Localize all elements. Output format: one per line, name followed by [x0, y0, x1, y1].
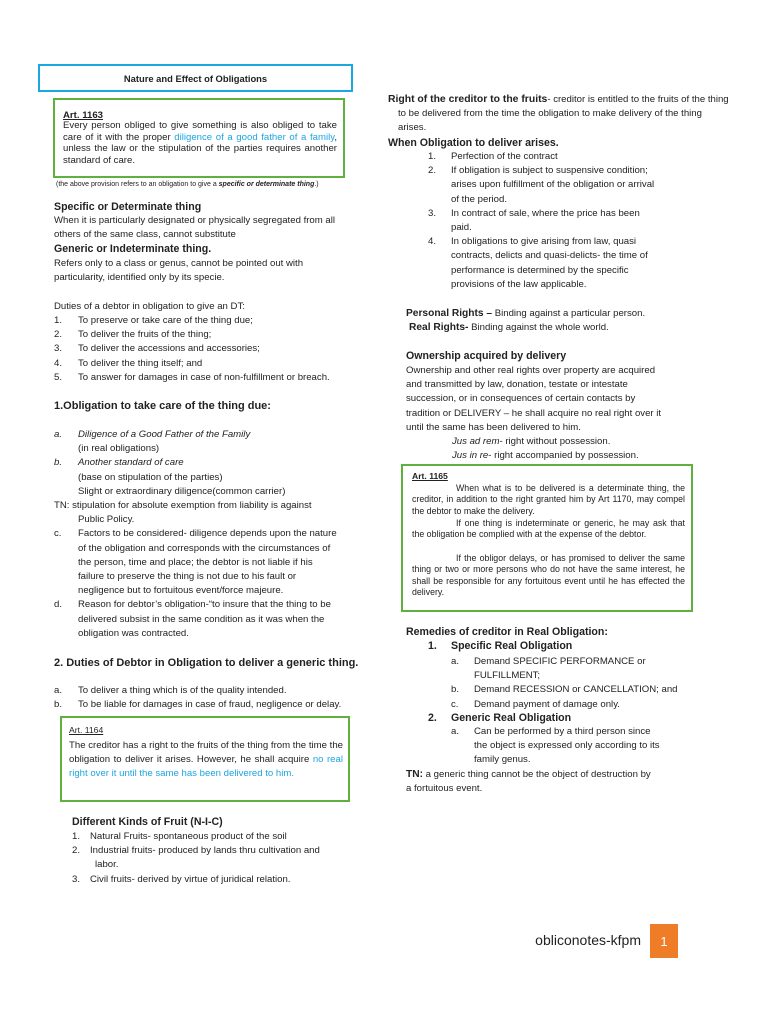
duties-intro: Duties of a debtor in obligation to give an DT:	[54, 301, 245, 312]
list-num: b.	[451, 684, 460, 696]
specific-real-obligation	[428, 639, 572, 653]
when-arises-list	[428, 150, 654, 292]
list-item	[54, 342, 330, 356]
art-1163-text-b: , unless the law or the stipulation of the parties requires another standard of care.	[63, 131, 337, 166]
when-arises-heading: When Obligation to deliver arises.	[388, 137, 559, 149]
footer-text: obliconotes-kfpm	[535, 932, 641, 948]
list-item	[54, 371, 330, 385]
jus-in-re: Jus in re	[452, 450, 489, 462]
item-b-sub2: Slight or extraordinary diligence(common carrier)	[78, 485, 286, 497]
provision-note	[56, 180, 319, 190]
list-text: To deliver the fruits of the thing;	[78, 329, 212, 341]
art-1164-highlight: no real right over it until the same has been delivered to him.	[69, 754, 343, 780]
list-text-cont: labor.	[95, 859, 119, 871]
real-rights	[409, 321, 609, 335]
item-b-sub1: (base on stipulation of the parties)	[78, 471, 223, 483]
list-item	[54, 328, 330, 342]
section-num: 2.	[428, 712, 437, 724]
list-text: FULFILLMENT;	[474, 670, 541, 682]
fruits-heading: Different Kinds of Fruit (N-I-C)	[72, 816, 223, 828]
list-num: 2.	[72, 845, 81, 857]
note-a: (the above provision refers to an obligation to give a	[56, 181, 219, 188]
obligation-1-heading: 1.Obligation to take care of the thing due:	[54, 400, 271, 412]
list-item	[54, 698, 341, 712]
list-num: 4.	[428, 236, 437, 248]
right-fruits-text: to be delivered from the time the obligation to make delivery of the thing	[398, 108, 702, 120]
right-to-fruits	[388, 93, 758, 136]
list-text: If obligation is subject to suspensive condition;	[451, 165, 648, 177]
list-text: Demand SPECIFIC PERFORMANCE or	[474, 656, 646, 667]
duties-list	[54, 314, 330, 385]
section-heading: Generic Real Obligation	[451, 712, 572, 724]
list-text: In obligations to give arising from law, quasi	[451, 236, 637, 248]
list-text: Industrial fruits- produced by lands thru cultivation and	[90, 845, 320, 857]
ownership-line: Ownership and other real rights over property are acquired	[406, 365, 656, 376]
list-num: 1.	[54, 315, 63, 326]
item-b-title: Another standard of care	[78, 457, 184, 469]
list-text: of the period.	[451, 193, 508, 205]
tn-label: TN:	[406, 769, 423, 780]
list-item	[54, 684, 341, 698]
art-1164-text	[69, 739, 343, 782]
list-num: c.	[451, 698, 459, 710]
list-item	[72, 844, 320, 858]
list-text: contracts, delicts and quasi-delicts- the time of	[451, 250, 648, 262]
right-fruits-text: arises.	[398, 122, 427, 134]
item-c-label: c.	[54, 528, 62, 540]
obligation-2-heading: 2. Duties of Debtor in Obligation to deliver a generic thing.	[54, 657, 359, 669]
real-rights-text: Binding against the whole world.	[468, 322, 609, 333]
item-d-line: delivered subsist in the same condition as it was when the	[78, 613, 325, 625]
list-text: Civil fruits- derived by virtue of juridical relation.	[90, 873, 291, 885]
item-c-line: negligence but to fortuitous event/force majeure.	[78, 585, 284, 597]
list-item	[54, 357, 330, 371]
list-text: Perfection of the contract	[451, 151, 558, 162]
tn-line-b: Public Policy.	[78, 514, 135, 526]
ownership-line: and transmitted by law, donation, testate or intestate	[406, 379, 628, 391]
art-1163-text-a: Every person obliged to give something is also obliged to take care of it with the proper	[63, 120, 337, 143]
list-text: family genus.	[474, 754, 531, 766]
item-c-line: the person, time and place; the debtor is not liable if his	[78, 556, 313, 568]
jus-ad-rem-text: - right without possession.	[499, 436, 611, 448]
ownership-line: tradition or DELIVERY – he shall acquire no real right over it	[406, 407, 662, 419]
list-text: To preserve or take care of the thing due;	[78, 315, 253, 326]
list-text: To deliver a thing which is of the quality intended.	[78, 685, 287, 696]
list-text: provisions of the law applicable.	[451, 278, 587, 290]
obligation-1-body	[54, 428, 337, 641]
remedies-tn	[406, 768, 651, 796]
item-a-label: a.	[54, 429, 63, 440]
page-number: 1	[650, 924, 678, 958]
list-num: 3.	[428, 207, 437, 219]
list-num: 4.	[54, 357, 63, 369]
item-d-line: obligation was contracted.	[78, 627, 189, 639]
specific-heading: Specific or Determinate thing	[54, 201, 202, 213]
generic-heading: Generic or Indeterminate thing.	[54, 243, 212, 255]
ownership-heading: Ownership acquired by delivery	[406, 350, 567, 362]
art-1165-p3: If the obligor delays, or has promised to deliver the same thing or two or more persons who do not have the same interest, he shall be responsible for any fortuitous event until he has effected the delivery.	[412, 553, 685, 598]
ownership-line: succession, or in consequences of certain contacts by	[406, 393, 636, 405]
fruits-list	[72, 830, 320, 887]
art-1163-heading: Art. 1163	[63, 110, 104, 121]
note-c: .)	[314, 181, 319, 188]
tn-text: a fortuitous event.	[406, 783, 483, 795]
section-heading: Specific Real Obligation	[451, 640, 573, 652]
list-text: paid.	[451, 222, 472, 234]
jus-in-re-text: - right accompanied by possession.	[488, 450, 639, 462]
personal-rights-heading: Personal Rights –	[406, 308, 493, 319]
list-text: Demand RECESSION or CANCELLATION; and	[474, 684, 678, 696]
list-num: a.	[451, 726, 460, 737]
list-text: arises upon fulfillment of the obligation or arrival	[451, 179, 655, 191]
art-1165-heading: Art. 1165	[412, 471, 448, 481]
list-text: the object is expressed only according to its	[474, 740, 660, 752]
personal-rights	[406, 307, 645, 321]
remedies-heading: Remedies of creditor in Real Obligation:	[406, 626, 608, 638]
generic-real-obligation	[428, 711, 571, 725]
art-1165-box	[401, 464, 693, 612]
art-1164-box	[60, 716, 350, 802]
ownership-text	[406, 364, 661, 463]
document-title-text: Nature and Effect of Obligations	[123, 72, 268, 84]
real-rights-heading: Real Rights-	[409, 322, 469, 333]
ownership-line: until the same has been delivered to him.	[406, 421, 581, 433]
art-1165-p1: When what is to be delivered is a determinate thing, the creditor, in addition to the right granted him by Art 1170, may compel the debtor to make the delivery.	[412, 483, 685, 516]
art-1164-heading: Art. 1164	[69, 725, 104, 735]
art-1163-highlight: diligence of a good father of a family	[174, 131, 335, 143]
list-num: 5.	[54, 371, 63, 383]
tn-line-a: TN: stipulation for absolute exemption from liability is against	[54, 500, 312, 512]
list-text: Demand payment of damage only.	[474, 698, 620, 710]
art-1163-text	[63, 120, 337, 166]
specific-text: When it is particularly designated or physically segregated from all others of the same class, cannot substitute	[54, 215, 336, 241]
list-num: 1.	[428, 151, 437, 162]
art-1165-p2: If one thing is indeterminate or generic, he may ask that the obligation be complied with at the expense of the debtor.	[412, 518, 685, 540]
list-text: Can be performed by a third person since	[474, 726, 651, 737]
list-item	[72, 873, 320, 887]
generic-remedies-list	[451, 725, 660, 768]
item-c-line: failure to preserve the thing is not due to his fault or	[78, 571, 297, 583]
obligation-2-list	[54, 684, 341, 712]
list-text: To be liable for damages in case of fraud, negligence or delay.	[78, 699, 342, 711]
list-num: a.	[451, 656, 460, 667]
note-b: specific or determinate thing	[218, 181, 315, 188]
item-c-line: of the obligation and corresponds with the circumstances of	[78, 542, 331, 554]
list-num: 3.	[54, 343, 63, 355]
list-text: In contract of sale, where the price has been	[451, 207, 640, 219]
list-text: To answer for damages in case of non-fulfillment or breach.	[78, 371, 330, 383]
generic-text: Refers only to a class or genus, cannot be pointed out with particularity, identified only by its specie.	[54, 258, 304, 284]
list-text: performance is determined by the specific	[451, 264, 629, 276]
right-fruits-text: - creditor is entitled to the fruits of the thing	[547, 94, 729, 105]
item-c-line: Factors to be considered- diligence depends upon the nature	[78, 528, 337, 540]
list-num: 2.	[428, 165, 437, 177]
list-text: To deliver the thing itself; and	[78, 357, 203, 369]
list-item	[54, 314, 330, 328]
list-num: 1.	[72, 831, 81, 842]
list-text: To deliver the accessions and accessories;	[78, 343, 260, 355]
personal-rights-text: Binding against a particular person.	[492, 308, 646, 319]
item-d-label: d.	[54, 599, 63, 611]
section-num: 1.	[428, 640, 437, 652]
jus-ad-rem: Jus ad rem	[452, 436, 500, 448]
specific-remedies-list	[451, 655, 678, 712]
list-item	[72, 830, 320, 844]
list-num: a.	[54, 685, 63, 696]
right-fruits-heading: Right of the creditor to the fruits	[388, 94, 548, 105]
item-a-sub: (in real obligations)	[78, 443, 160, 455]
art-1163-box	[53, 98, 345, 178]
list-num: 2.	[54, 329, 63, 341]
list-num: b.	[54, 699, 63, 711]
item-d-line: Reason for debtor’s obligation-“to insure that the thing to be	[78, 599, 331, 611]
item-a-title: Diligence of a Good Father of the Family	[78, 429, 251, 440]
document-title	[38, 64, 353, 92]
list-num: 3.	[72, 873, 81, 885]
art-1164-text-a: The creditor has a right to the fruits of the thing from the time the obligation to deliver it arises. However, he shall acquire	[69, 740, 343, 766]
list-text: Natural Fruits- spontaneous product of the soil	[90, 831, 287, 842]
tn-text: a generic thing cannot be the object of destruction by	[422, 769, 651, 780]
item-b-label: b.	[54, 457, 63, 469]
